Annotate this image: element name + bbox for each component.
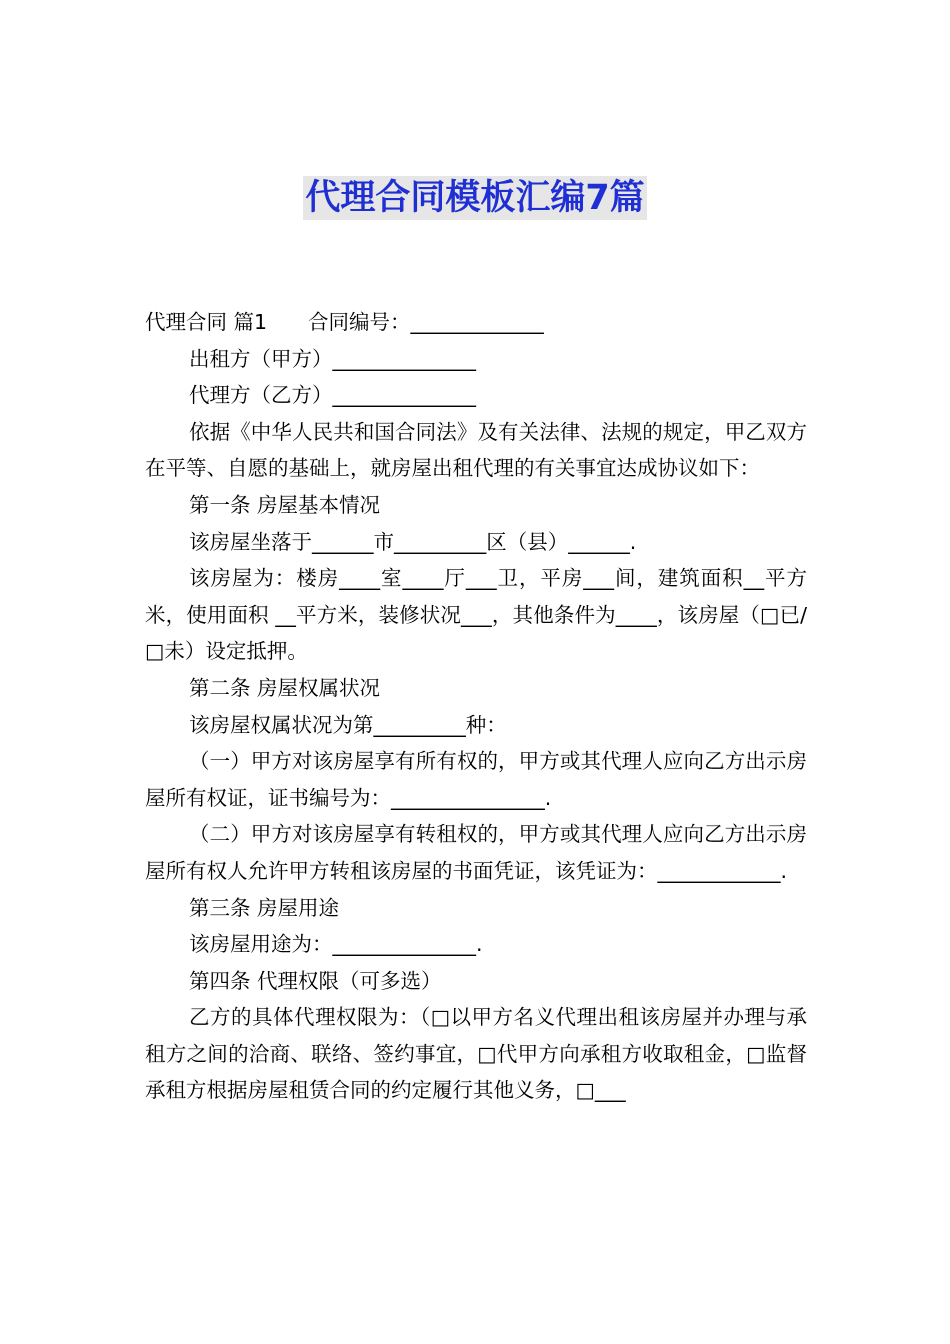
paragraph-location: 该房屋坐落于______市_________区（县）______.	[189, 529, 637, 554]
paragraph-lessor: 出租方（甲方）______________	[189, 346, 476, 371]
paragraph-agency-scope: 乙方的具体代理权限为：（□以甲方名义代理出租该房屋并办理与承租方之间的洽商、联络、签约事宜，□代甲方向承租方收取租金，□监督承租方根据房屋租赁合同的约定履行其他义务，□___	[145, 1005, 807, 1103]
heading-article-2: 第二条 房屋权属状况	[189, 675, 381, 700]
heading-article-3: 第三条 房屋用途	[189, 895, 340, 920]
heading-article-1: 第一条 房屋基本情况	[189, 492, 381, 517]
paragraph-contract-number: 代理合同 篇1 合同编号：_____________	[145, 310, 544, 334]
paragraph-ownership-2: （二）甲方对该房屋享有转租权的，甲方或其代理人应向乙方出示房屋所有权人允许甲方转租该房屋的书面凭证，该凭证为：____________.	[145, 822, 807, 883]
title-container	[0, 176, 950, 220]
paragraph-ownership-type: 该房屋权属状况为第_________种：	[189, 712, 507, 737]
paragraph-agent: 代理方（乙方）______________	[189, 383, 476, 408]
document-title: 代理合同模板汇编7篇	[305, 178, 645, 218]
paragraph-house-details: 该房屋为：楼房____室____厅___卫，平房___间，建筑面积__平方米，使用面积 __平方米，装修状况___，其他条件为____，该房屋（□已/□未）设定抵押。	[145, 566, 807, 664]
paragraph-preamble: 依据《中华人民共和国合同法》及有关法律、法规的规定，甲乙双方在平等、自愿的基础上，就房屋出租代理的有关事宜达成协议如下：	[145, 419, 807, 481]
paragraph-usage: 该房屋用途为：______________.	[189, 932, 483, 957]
heading-article-4: 第四条 代理权限（可多选）	[189, 968, 442, 993]
document-body	[145, 304, 807, 1109]
paragraph-ownership-1: （一）甲方对该房屋享有所有权的，甲方或其代理人应向乙方出示房屋所有权证，证书编号为：_______________.	[145, 749, 807, 810]
